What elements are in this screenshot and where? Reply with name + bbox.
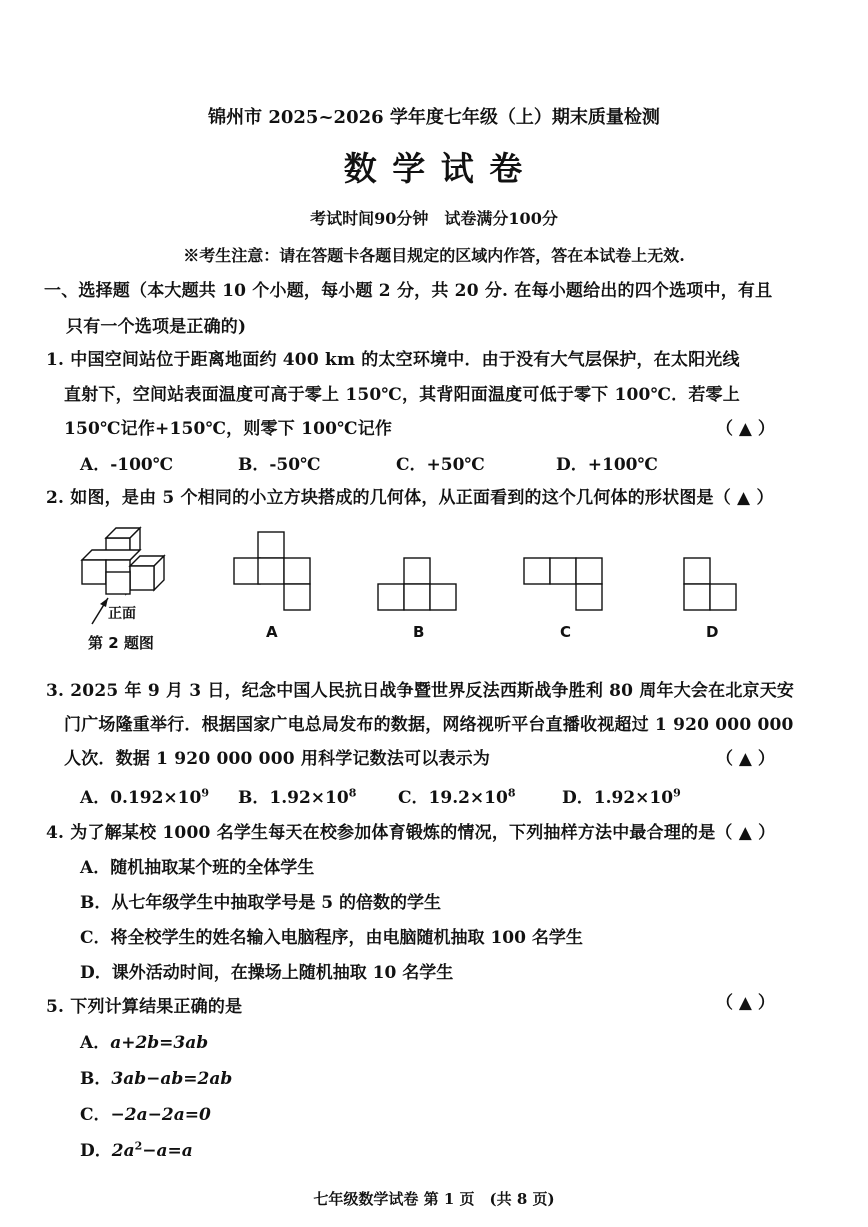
front-view-label: 正面 — [108, 606, 136, 622]
q3-option-a: A．$0.192\times 10^9$ — [80, 786, 209, 808]
q2-figure-caption: 第 2 题图 — [88, 634, 154, 652]
q4-option-a: A．随机抽取某个班的全体学生 — [80, 858, 315, 878]
candidate-notice: ※考生注意：请在答题卡各题目规定的区域内作答，答在本试卷上无效. — [183, 246, 685, 265]
q1-option-b: B．-50℃ — [238, 455, 321, 475]
q1-option-c: C．+50℃ — [396, 455, 485, 475]
q5-option-a: A．a+2b=3ab — [80, 1033, 209, 1053]
q3-option-d: D．$1.92\times 10^9$ — [562, 786, 681, 808]
section-heading: 一、选择题（本大题共 10 个小题，每小题 2 分，共 20 分. 在每小题给出的四个选项中，有且 — [44, 281, 773, 301]
cube-top-face — [82, 550, 140, 560]
q2-option-a-label: A — [266, 623, 278, 641]
q1-option-a: A．-100℃ — [80, 455, 174, 475]
q1-option-d: D．+100℃ — [556, 455, 658, 475]
exam-title: 锦州市 2025~2026 学年度七年级（上）期末质量检测 — [208, 107, 660, 128]
cube-front-face — [82, 560, 106, 584]
cube-front-face — [106, 572, 130, 594]
q4-line1: 4. 为了解某校 1000 名学生每天在校参加体育锻炼的情况，下列抽样方法中最合理的是（ ▲ ） — [46, 823, 776, 843]
q3-option-c: C．$19.2\times 10^8$ — [398, 786, 516, 808]
arrow-head — [100, 598, 108, 607]
q2-option-c-shape — [522, 556, 604, 612]
q4-option-c: C．将全校学生的姓名输入电脑程序，由电脑随机抽取 100 名学生 — [80, 928, 583, 948]
section-heading-cont: 只有一个选项是正确的) — [66, 317, 247, 337]
q2-option-b-shape — [376, 556, 458, 612]
q1-line2: 直射下，空间站表面温度可高于零上 150℃，其背阳面温度可低于零下 100℃．若零上 — [64, 385, 740, 405]
q1-line1: 1. 中国空间站位于距离地面约 400 km 的太空环境中．由于没有大气层保护，在太阳光线 — [46, 350, 740, 370]
q2-option-d-label: D — [706, 623, 719, 641]
q2-option-d-shape — [682, 556, 738, 612]
q5-option-c: C．−2a−2a=0 — [80, 1105, 211, 1125]
q3-line2: 门广场隆重举行．根据国家广电总局发布的数据，网络视听平台直播收视超过 1 920 000 000 — [64, 715, 794, 735]
q3-answer-mark: （ ▲ ） — [716, 749, 775, 769]
q5-line1: 5. 下列计算结果正确的是 — [46, 997, 243, 1017]
q2-option-c-label: C — [560, 623, 572, 641]
q2-line1: 2. 如图，是由 5 个相同的小立方块搭成的几何体，从正面看到的这个几何体的形状图是（ ▲ ） — [46, 488, 774, 508]
q3-option-b: B．$1.92\times 10^8$ — [238, 786, 357, 808]
q4-option-d: D．课外活动时间，在操场上随机抽取 10 名学生 — [80, 963, 454, 983]
q1-answer-mark: （ ▲ ） — [716, 419, 775, 439]
page-footer: 七年级数学试卷 第 1 页 (共 8 页) — [313, 1190, 555, 1208]
q2-option-b-label: B — [413, 623, 425, 641]
q3-line3: 人次．数据 1 920 000 000 用科学记数法可以表示为 — [64, 749, 491, 769]
q5-option-b: B．3ab−ab=2ab — [80, 1069, 233, 1089]
cube-front-face — [130, 566, 154, 590]
q3-line1: 3. 2025 年 9 月 3 日，纪念中国人民抗日战争暨世界反法西斯战争胜利 80 周年大会在北京天安 — [46, 681, 795, 701]
q5-answer-mark: （ ▲ ） — [716, 993, 775, 1013]
q5-option-d: D．$2a^2-a=a$ — [80, 1139, 193, 1161]
subject-title: 数 学 试 卷 — [343, 149, 525, 188]
q1-line3: 150℃记作+150℃，则零下 100℃记作 — [64, 419, 393, 439]
q2-option-a-shape — [232, 530, 312, 612]
q4-option-b: B．从七年级学生中抽取学号是 5 的倍数的学生 — [80, 893, 442, 913]
exam-time-info: 考试时间90分钟 试卷满分100分 — [310, 209, 558, 228]
